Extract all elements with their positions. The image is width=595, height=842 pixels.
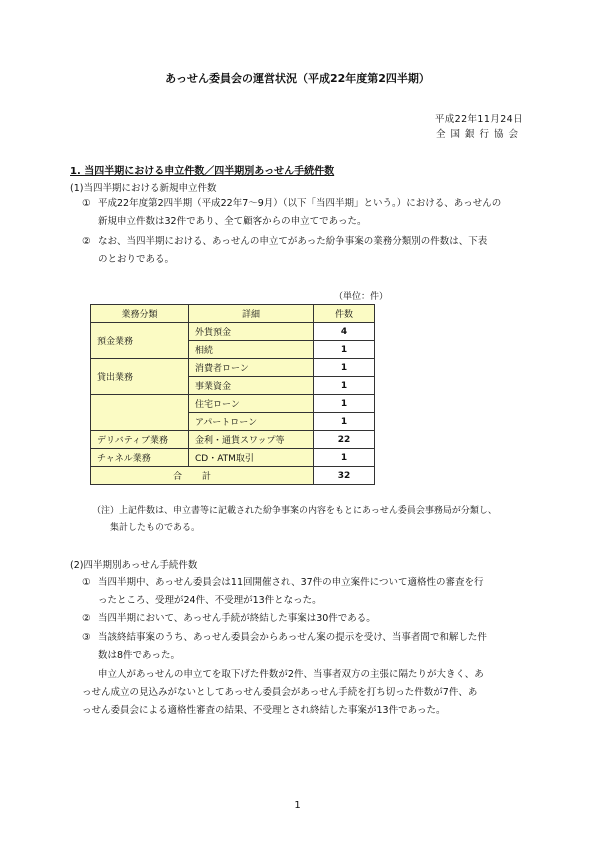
- issue-date: 平成22年11月24日: [434, 114, 523, 125]
- section-heading: 1. 当四半期における申立件数／四半期別あっせん手続件数: [70, 166, 335, 177]
- header-count: 件数: [314, 305, 375, 323]
- detail-cell: 金利・通貨スワップ等: [189, 431, 314, 449]
- paragraph-item-2: [82, 233, 530, 269]
- detail-cell: 住宅ローン: [189, 395, 314, 413]
- total-label: 合計: [91, 467, 314, 485]
- paragraph-line: ったところ、受理が24件、不受理が13件となった。: [98, 595, 322, 606]
- category-cell: 預金業務: [91, 323, 189, 359]
- paragraph-line: 新規申立件数は32件であり、全て顧客からの申立てであった。: [98, 216, 367, 227]
- item-number: ②: [82, 236, 91, 247]
- table-row: [91, 431, 375, 449]
- table-row: [91, 359, 375, 377]
- category-cell: チャネル業務: [91, 449, 189, 467]
- count-cell: 1: [314, 413, 375, 431]
- detail-cell: 事業資金: [189, 377, 314, 395]
- paragraph-item-1: [82, 195, 530, 231]
- table-note: [92, 503, 542, 537]
- note-line: （注）上記件数は、申立書等に記載された紛争事案の内容をもとにあっせん委員会事務局が分類し、: [92, 506, 497, 516]
- table-header-row: [91, 305, 375, 323]
- category-cell: 貸出業務: [91, 359, 189, 395]
- detail-cell: アパートローン: [189, 413, 314, 431]
- count-cell: 1: [314, 341, 375, 359]
- table-unit-label: （単位：件）: [334, 292, 389, 302]
- item-number: ②: [82, 613, 91, 624]
- detail-cell: 相続: [189, 341, 314, 359]
- item-number: ①: [82, 577, 91, 588]
- count-cell: 22: [314, 431, 375, 449]
- paragraph-line: 当該終結事案のうち、あっせん委員会からあっせん案の提示を受け、当事者間で和解した件: [98, 632, 487, 643]
- paragraph-line: 当四半期中、あっせん委員会は11回開催され、37件の申立案件について適格性の審査を行: [98, 577, 484, 588]
- category-cell: デリバティブ業務: [91, 431, 189, 449]
- table-row: [91, 449, 375, 467]
- item-number: ①: [82, 198, 91, 209]
- header-detail: 詳細: [189, 305, 314, 323]
- paragraph-item-2: [82, 610, 532, 628]
- count-cell: 1: [314, 377, 375, 395]
- header-category: 業務分類: [91, 305, 189, 323]
- paragraph-line: っせん委員会による適格性審査の結果、不受理とされ終結した事案が13件であった。: [82, 705, 446, 716]
- subsection-heading-2: (2)四半期別あっせん手続件数: [70, 560, 198, 571]
- paragraph-line: 申立人があっせんの申立てを取下げた件数が2件、当事者双方の主張に隔たりが大きく、あ: [98, 669, 484, 680]
- detail-cell: CD・ATM取引: [189, 449, 314, 467]
- item-number: ③: [82, 632, 91, 643]
- category-cell-empty: [91, 395, 189, 431]
- paragraph-line: 平成22年度第2四半期（平成22年7～9月）（以下「当四半期」という。）における、あっせんの: [98, 198, 502, 209]
- detail-cell: 消費者ローン: [189, 359, 314, 377]
- paragraph-line: 当四半期において、あっせん手続が終結した事案は30件である。: [98, 613, 376, 624]
- total-count: 32: [314, 467, 375, 485]
- count-cell: 4: [314, 323, 375, 341]
- organization-name: 全国銀行協会: [435, 129, 523, 140]
- page-title: あっせん委員会の運営状況（平成22年度第2四半期）: [165, 72, 430, 85]
- paragraph-item-1: [82, 574, 532, 610]
- paragraph-continuation: [82, 666, 532, 720]
- table-total-row: [91, 467, 375, 485]
- paragraph-line: っせん成立の見込みがないとしてあっせん委員会があっせん手続を打ち切った件数が7件、あ: [82, 687, 478, 698]
- paragraph-line: なお、当四半期における、あっせんの申立てがあった紛争事案の業務分類別の件数は、下表: [98, 236, 488, 247]
- count-cell: 1: [314, 449, 375, 467]
- paragraph-line: 数は8件であった。: [98, 650, 180, 661]
- count-cell: 1: [314, 359, 375, 377]
- subsection-heading-1: (1)当四半期における新規申立件数: [70, 183, 217, 194]
- case-count-table: [90, 304, 375, 485]
- note-line: 集計したものである。: [110, 523, 201, 533]
- paragraph-line: のとおりである。: [98, 254, 175, 265]
- count-cell: 1: [314, 395, 375, 413]
- table-row: [91, 323, 375, 341]
- page-number: 1: [294, 800, 301, 811]
- table-row: [91, 395, 375, 413]
- paragraph-item-3: [82, 629, 532, 665]
- detail-cell: 外貨預金: [189, 323, 314, 341]
